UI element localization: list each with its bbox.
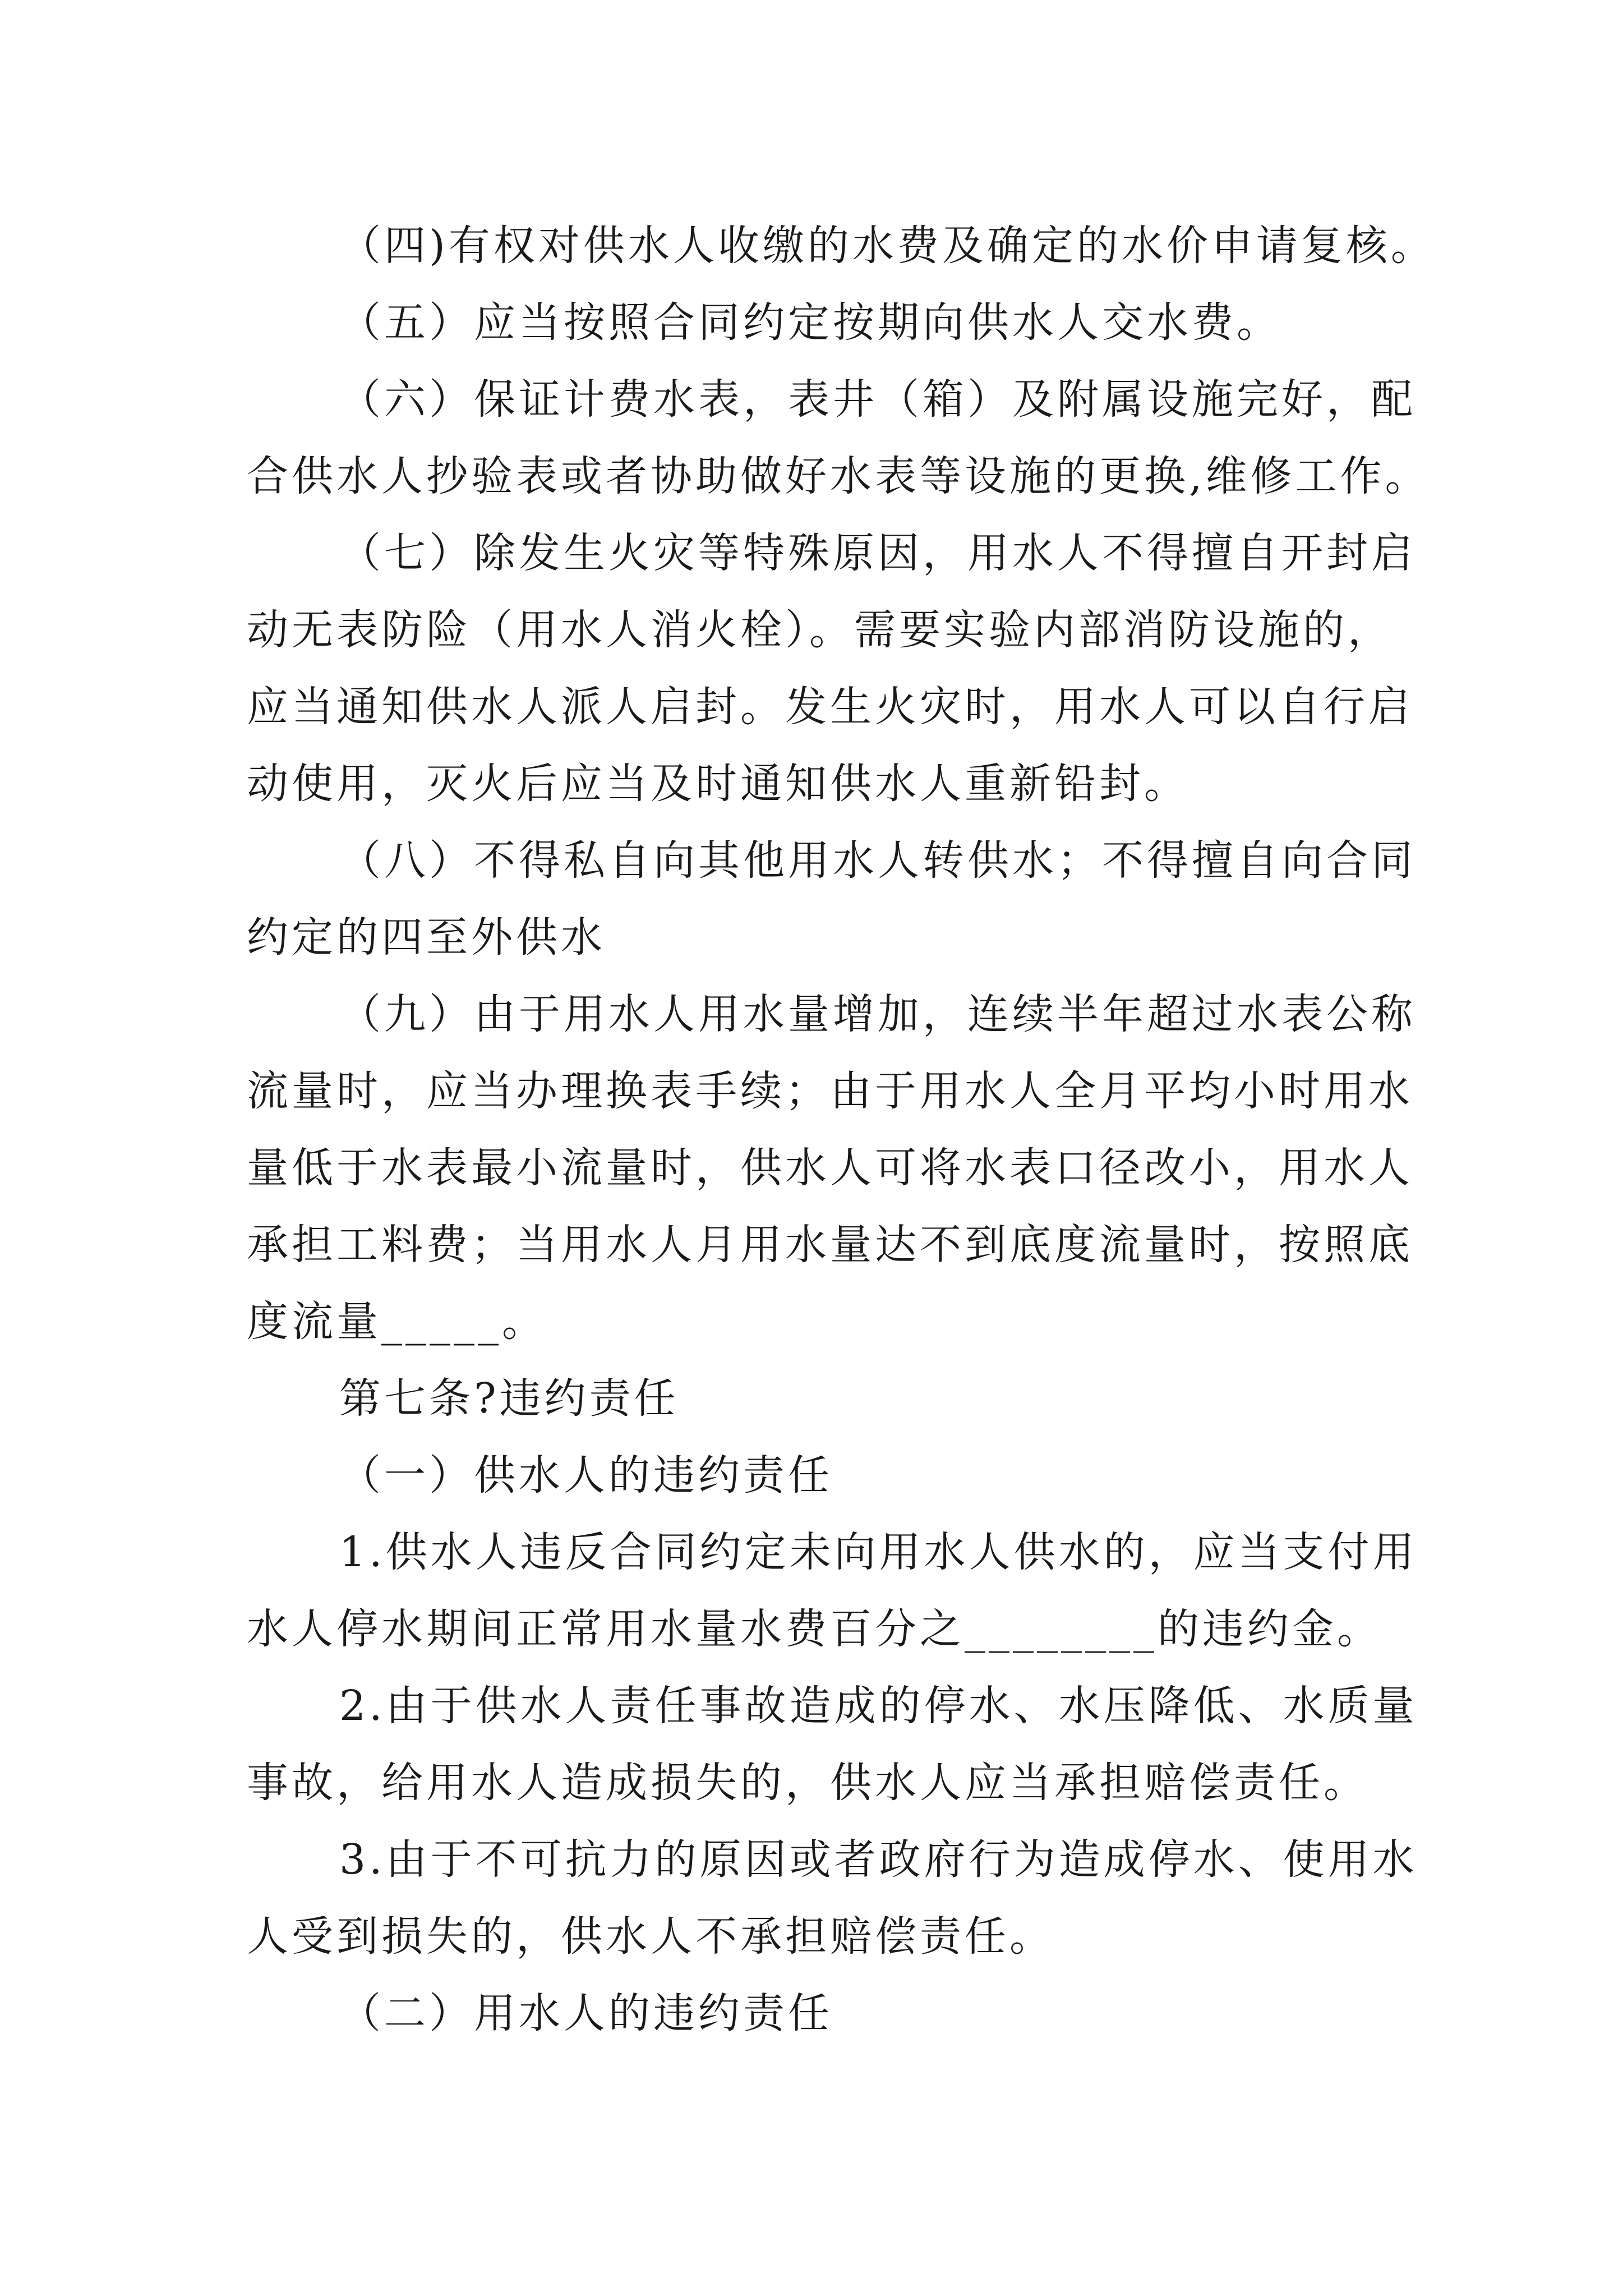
text-line: （七）除发生火灾等特殊原因，用水人不得擅自开封启 bbox=[339, 529, 1416, 577]
text-line: （五）应当按照合同约定按期向供水人交水费。 bbox=[339, 298, 1281, 347]
text-line: 流量时，应当办理换表手续；由于用水人全月平均小时用水 bbox=[247, 1067, 1413, 1115]
text-line: 度流量_____。 bbox=[247, 1297, 547, 1346]
text-line: 动使用，灭火后应当及时通知供水人重新铅封。 bbox=[247, 760, 1189, 808]
text-line: 事故，给用水人造成损失的，供水人应当承担赔偿责任。 bbox=[247, 1759, 1368, 1807]
subsection-heading: （二）用水人的违约责任 bbox=[339, 1989, 833, 2037]
text-line: 合供水人抄验表或者协助做好水表等设施的更换,维修工作。 bbox=[247, 452, 1430, 500]
text-line: 承担工料费；当用水人月用水量达不到底度流量时，按照底 bbox=[247, 1221, 1413, 1269]
text-line: 动无表防险（用水人消火栓）。需要实验内部消防设施的， bbox=[247, 606, 1393, 654]
document-body bbox=[247, 208, 1436, 2052]
text-line: 水人停水期间正常用水量水费百分之________的违约金。 bbox=[247, 1605, 1382, 1653]
text-line: 约定的四至外供水 bbox=[247, 913, 606, 961]
text-line: 人受到损失的，供水人不承担赔偿责任。 bbox=[247, 1912, 1054, 1961]
text-line: （四)有权对供水人收缴的水费及确定的水价申请复核。 bbox=[339, 222, 1436, 270]
text-line: 应当通知供水人派人启封。发生火灾时，用水人可以自行启 bbox=[247, 683, 1413, 731]
text-line: （九）由于用水人用水量增加，连续半年超过水表公称 bbox=[339, 990, 1416, 1038]
section-heading: 第七条?违约责任 bbox=[339, 1374, 679, 1423]
text-line: （六）保证计费水表，表井（箱）及附属设施完好，配 bbox=[339, 375, 1416, 424]
subsection-heading: （一）供水人的违约责任 bbox=[339, 1451, 833, 1499]
text-line: 1.供水人违反合同约定未向用水人供水的，应当支付用 bbox=[339, 1528, 1418, 1576]
text-line: 3.由于不可抗力的原因或者政府行为造成停水、使用水 bbox=[339, 1835, 1418, 1884]
text-line: 量低于水表最小流量时，供水人可将水表口径改小，用水人 bbox=[247, 1144, 1413, 1192]
text-line: 2.由于供水人责任事故造成的停水、水压降低、水质量 bbox=[339, 1682, 1418, 1730]
text-line: （八）不得私自向其他用水人转供水；不得擅自向合同 bbox=[339, 836, 1416, 885]
